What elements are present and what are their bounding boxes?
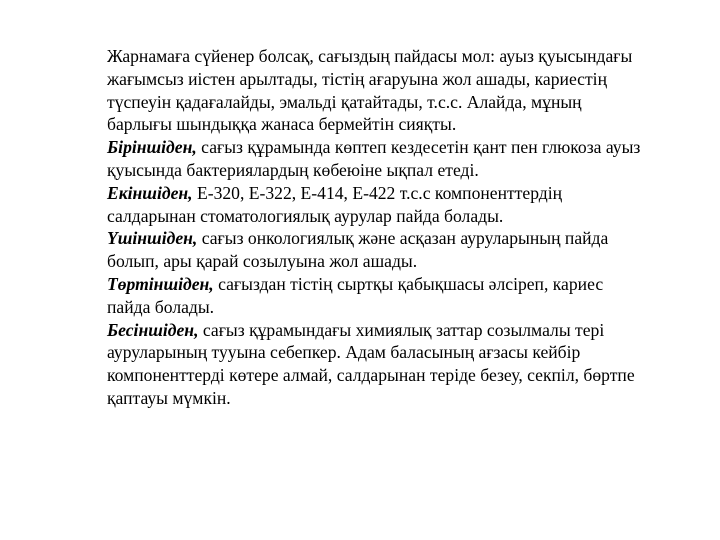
point-lead-4: Төртіншіден, [107,273,214,294]
point-paragraph-3 [107,227,647,273]
point-text-5: сағыз құрамындағы химиялық заттар созылмалы тері ауруларының тууына себепкер. Адам баласының ағзасы кейбір компоненттерді көтере алмай, салдарынан теріде безеу, секпіл, бөртпе қаптауы мүмкін. [107,319,635,408]
point-lead-3: Үшіншіден, [107,228,198,249]
intro-paragraph: Жарнамаға сүйенер болсақ, сағыздың пайдасы мол: ауыз қуысындағы жағымсыз иістен арылтады, тістің ағаруына жол ашады, кариестің түспеуін қадағалайды, эмальді қатайтады, т.с.с. Алайда, мұның барлығы шындыққа жанаса бермейтін сияқты. [107,46,633,135]
point-paragraph-4 [107,273,647,319]
point-text-3: сағыз онкологиялық және асқазан ауруларының пайда болып, ары қарай созылуына жол ашады. [107,228,609,272]
point-paragraph-5 [107,319,647,410]
point-text-4: сағыздан тістің сыртқы қабықшасы әлсіреп, кариес пайда болады. [107,273,604,317]
point-text-1: сағыз құрамында көптеп кездесетін қант пен глюкоза ауыз қуысында бактериялардың көбеюіне ықпал етеді. [107,137,641,180]
point-lead-2: Екіншіден, [107,182,193,203]
document-body [107,45,647,410]
point-paragraph-2 [107,182,647,228]
point-text-2: Е-320, Е-322, Е-414, Е-422 т.с.с компоненттердің салдарынан стоматологиялық аурулар пайда болады. [107,182,563,226]
point-paragraph-1 [107,136,647,182]
point-lead-5: Бесіншіден, [107,319,199,340]
point-lead-1: Біріншіден, [107,137,197,158]
